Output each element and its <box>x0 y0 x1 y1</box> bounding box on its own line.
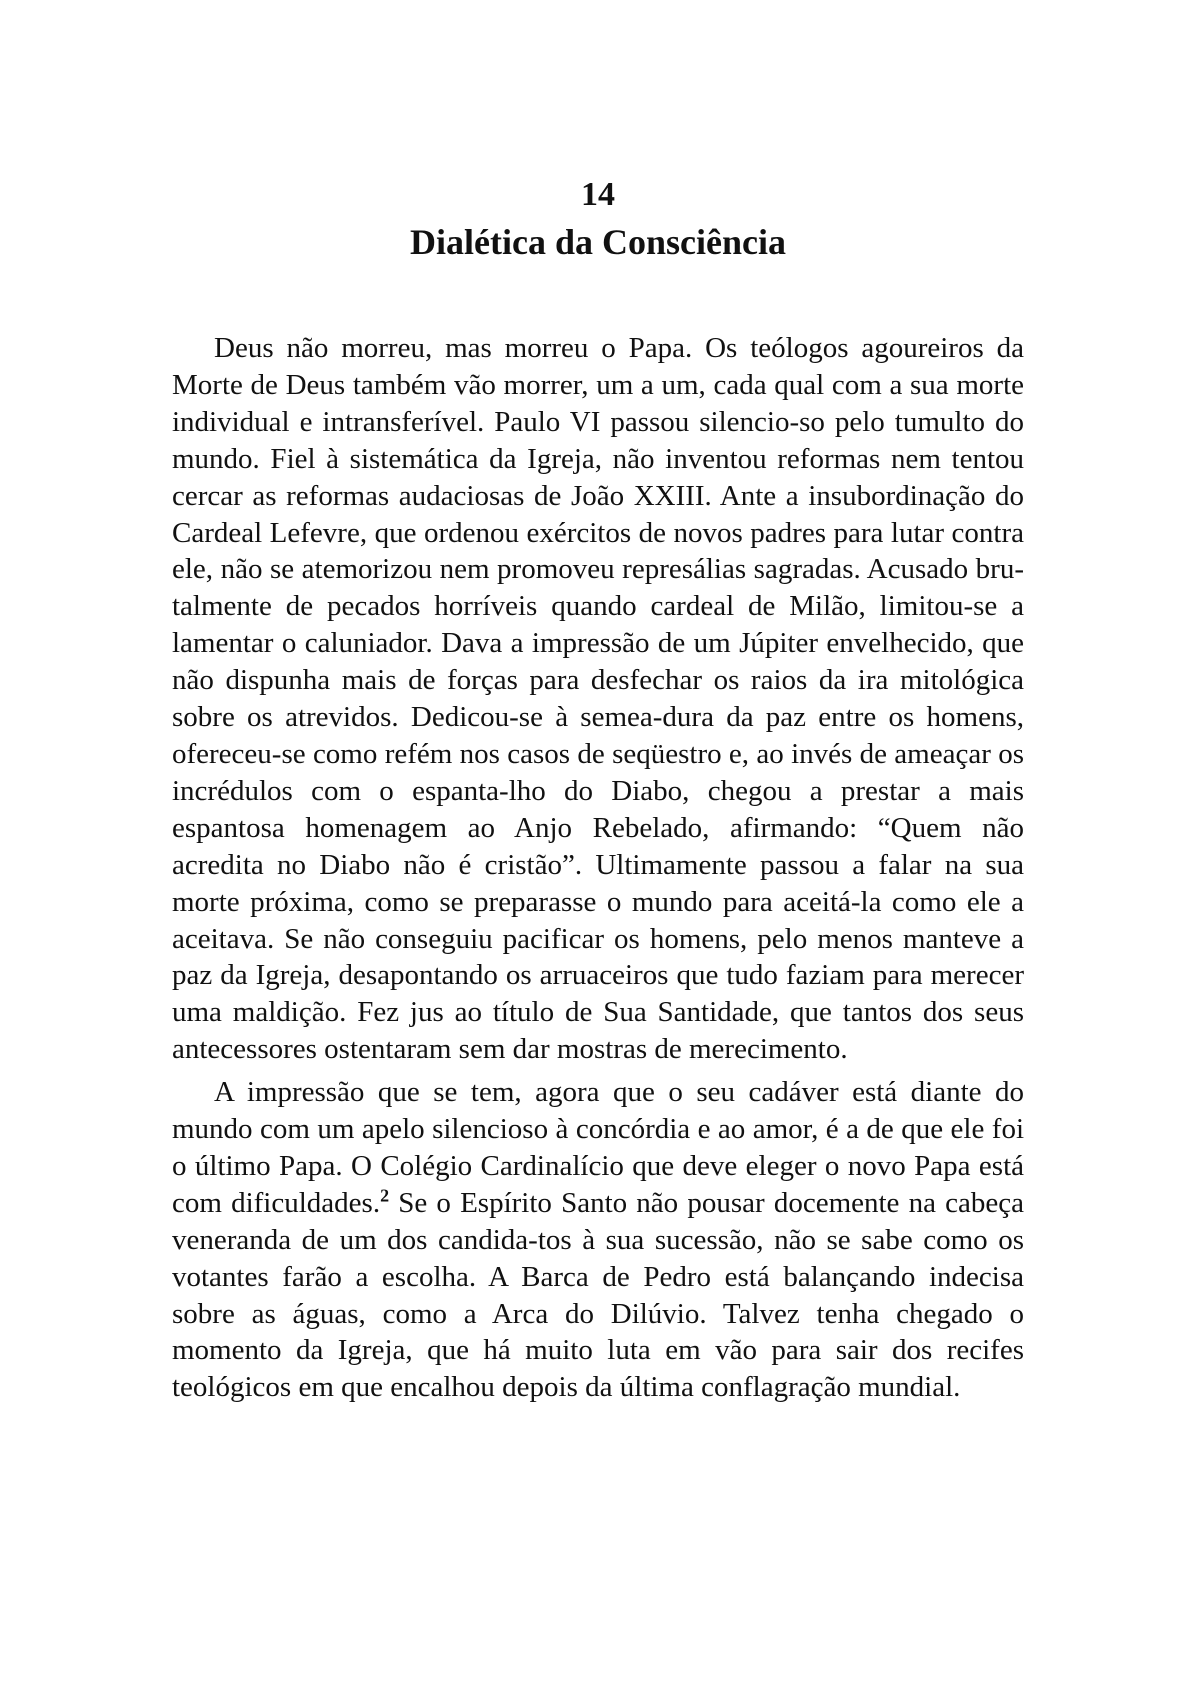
body-paragraph-1: Deus não morreu, mas morreu o Papa. Os teólogos agoureiros da Morte de Deus também vão morrer, um a um, cada qual com a sua morte individual e intransferível. Paulo VI passou silencio-so pelo tumulto do mundo. Fiel à sistemática da Igreja, não inventou reformas nem tentou cercar as reformas audaciosas de João XXIII. Ante a insubordinação do Cardeal Lefevre, que ordenou exércitos de novos padres para lutar contra ele, não se atemorizou nem promoveu represálias sagradas. Acusado bru-talmente de pecados horríveis quando cardeal de Milão, limitou-se a lamentar o caluniador. Dava a impressão de um Júpiter envelhecido, que não dispunha mais de forças para desfechar os raios da ira mitológica sobre os atrevidos. Dedicou-se à semea-dura da paz entre os homens, ofereceu-se como refém nos casos de seqüestro e, ao invés de ameaçar os incrédulos com o espanta-lho do Diabo, chegou a prestar a mais espantosa homenagem ao Anjo Rebelado, afirmando: “Quem não acredita no Diabo não é cristão”. Ultimamente passou a falar na sua morte próxima, como se preparasse o mundo para aceitá-la como ele a aceitava. Se não conseguiu pacificar os homens, pelo menos manteve a paz da Igreja, desapontando os arruaceiros que tudo faziam para merecer uma maldição. Fez jus ao título de Sua Santidade, que tantos dos seus antecessores ostentaram sem dar mostras de merecimento. <box>172 332 1024 1066</box>
footnote-reference[interactable]: 2 <box>380 1185 390 1206</box>
paragraph-2-text-after-note: Se o Espírito Santo não pousar docemente na cabeça veneranda de um dos candida-tos à sua sucessão, não se sabe como os votantes farão a escolha. A Barca de Pedro está balançando indecisa sobre as águas, como a Arca do Dilúvio. Talvez tenha chegado o momento da Igreja, que há muito luta em vão para sair dos recifes teológicos em que encalhou depois da última conflagração mundial. <box>172 1186 1024 1404</box>
book-page <box>172 172 1024 1412</box>
chapter-number: 14 <box>581 176 615 213</box>
body-paragraph-2 <box>172 1074 1024 1406</box>
paragraph-2-text-before-note: A impressão que se tem, agora que o seu cadáver está diante do mundo com um apelo silencioso à concórdia e ao amor, é a de que ele foi o último Papa. O Colégio Cardinalício que deve eleger o novo Papa está com dificuldades. <box>172 1076 1024 1219</box>
chapter-title: Dialética da Consciência <box>410 222 786 262</box>
